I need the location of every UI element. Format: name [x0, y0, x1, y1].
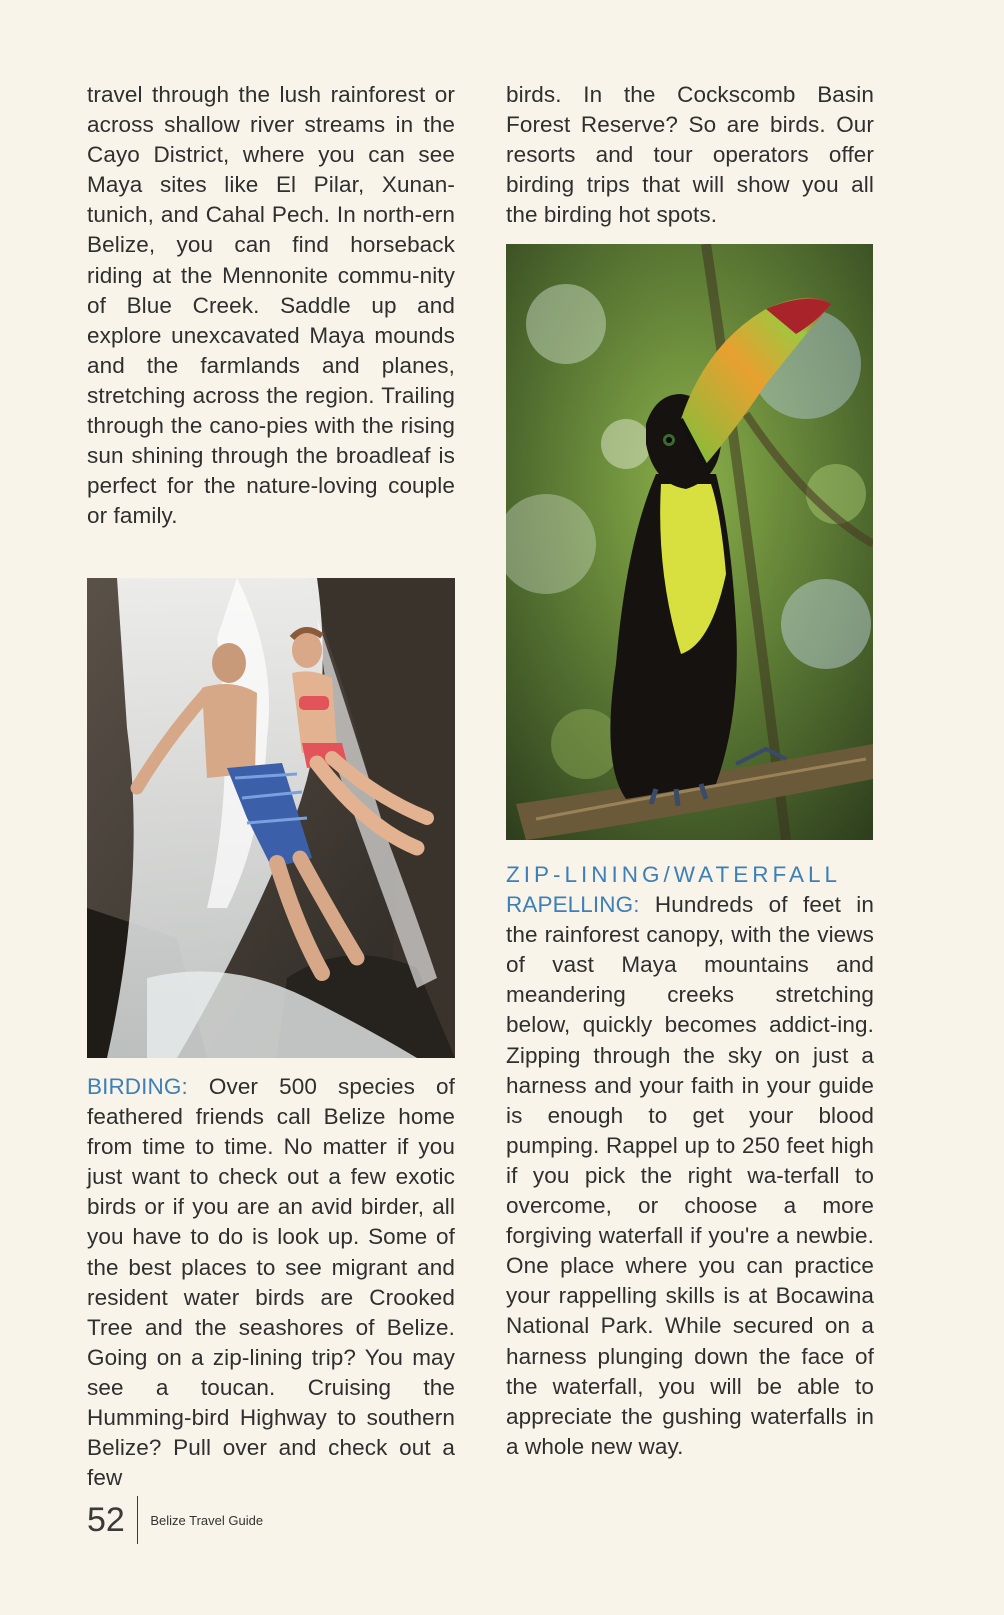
left-column: [87, 80, 455, 531]
zipline-paragraph: [506, 860, 874, 1462]
birding-label: BIRDING:: [87, 1074, 188, 1099]
zipline-label-line1: ZIP-LINING/WATERFALL: [506, 862, 842, 887]
toucan-photo: [506, 244, 873, 840]
zipline-text: Hundreds of feet in the rainforest canopy, with the views of vast Maya mountains and meandering creeks stretching below, quickly becomes addict-ing. Zipping through the sky on just a harness and your faith in your guide is enough to get your blood pumping. Rappel up to 250 feet high if you pick the right wa-terfall to overcome, or choose a more forgiving waterfall if you're a newbie. One place where you can practice your rappelling skills is at Bocawina National Park. While secured on a harness plunging down the face of the waterfall, you will be able to appreciate the gushing waterfalls in a whole new way.: [506, 892, 874, 1459]
intro-paragraph: travel through the lush rainforest or across shallow river streams in the Cayo District, where you can see Maya sites like El Pilar, Xunan-tunich, and Cahal Pech. In north-ern Belize, you can find horseback riding at the Mennonite commu-nity of Blue Creek. Saddle up and explore unexcavated Maya mounds and the farmlands and planes, stretching across the region. Trailing through the cano-pies with the rising sun shining through the broadleaf is perfect for the nature-loving couple or family.: [87, 82, 455, 529]
right-column: [506, 80, 874, 230]
zipline-label-line2: RAPELLING:: [506, 892, 640, 918]
birding-section: [87, 1072, 455, 1493]
page-footer: [87, 1495, 263, 1545]
birding-paragraph: [87, 1072, 455, 1493]
page-number: 52: [87, 1500, 125, 1539]
birding-text: Over 500 species of feathered friends call Belize home from time to time. No matter if you just want to check out a few exotic birds or if you are an avid birder, all you have to do is look up. Some of the best places to see migrant and resident water birds are Crooked Tree and the seashores of Belize. Going on a zip-lining trip? You may see a toucan. Cruising the Humming-bird Highway to southern Belize? Pull over and check out a few: [87, 1074, 455, 1491]
publication-title: Belize Travel Guide: [150, 1512, 264, 1528]
birding-continued-paragraph: birds. In the Cockscomb Basin Forest Reserve? So are birds. Our resorts and tour operators offer birding trips that will show you all the birding hot spots.: [506, 82, 874, 228]
footer-divider: [137, 1496, 139, 1544]
zipline-section: [506, 860, 874, 1462]
waterfall-couple-photo: [87, 578, 455, 1058]
